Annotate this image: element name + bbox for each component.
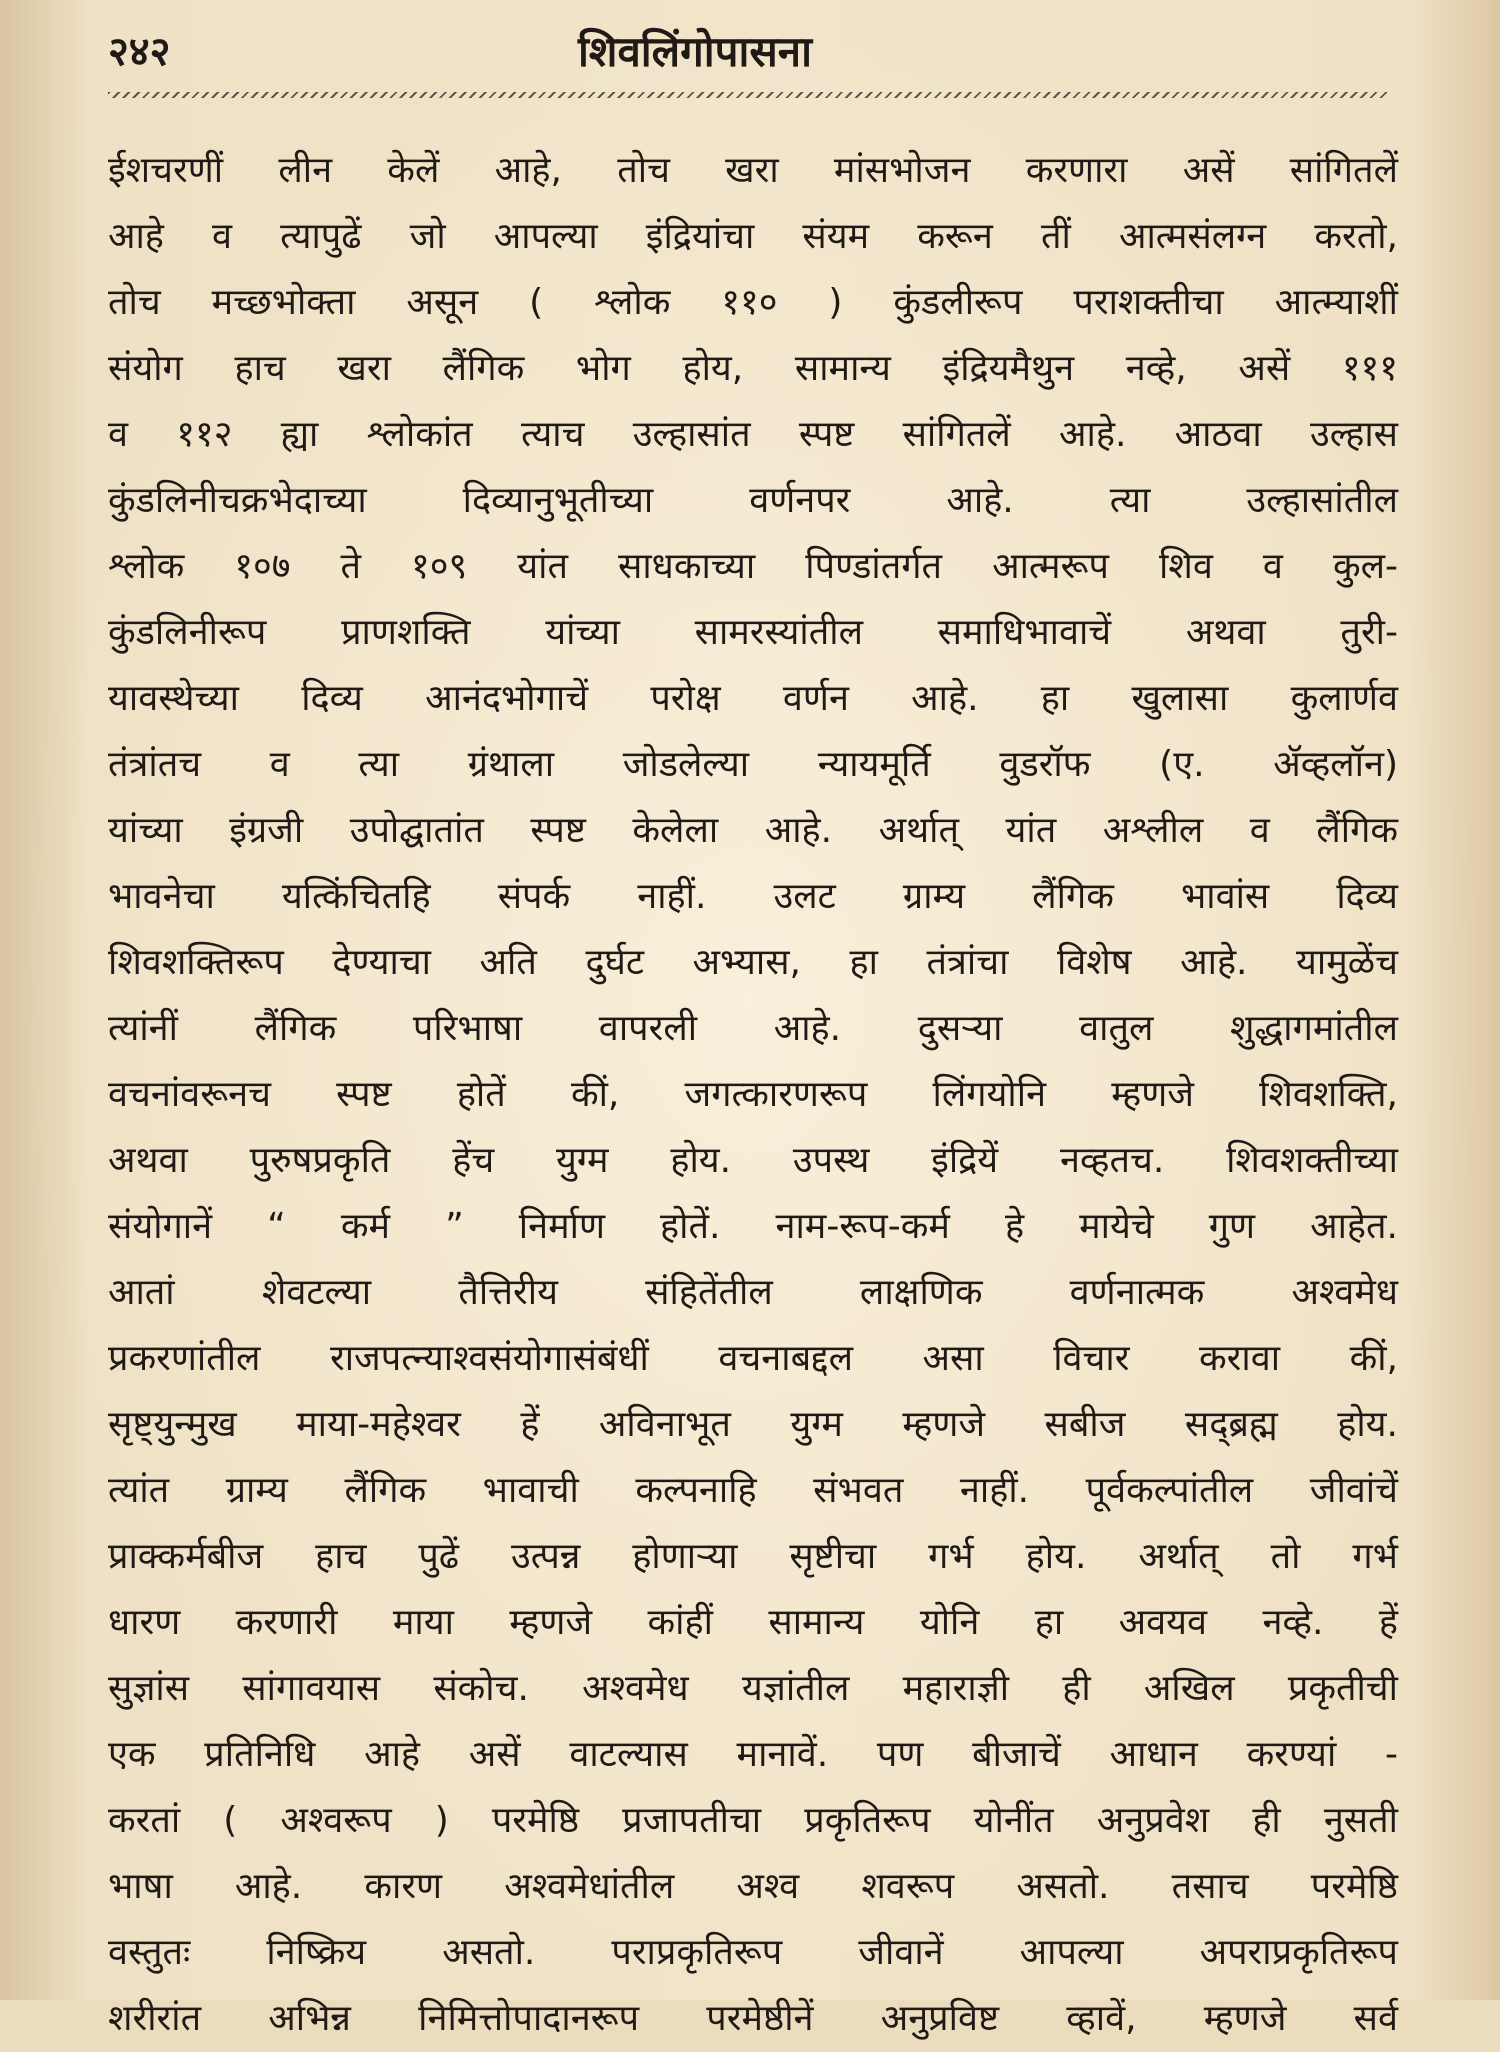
text-line: यावस्थेच्या दिव्य आनंदभोगाचें परोक्ष वर्णन आहे. हा खुलासा कुलार्णव [108,678,1398,719]
text-line: धारण करणारी माया म्हणजे कांहीं सामान्य योनि हा अवयव नव्हे. हें [108,1602,1398,1643]
text-line: श्लोक १०७ ते १०९ यांत साधकाच्या पिण्डांतर्गत आत्मरूप शिव व कुल- [108,546,1398,587]
header-rule [108,92,1388,98]
text-line: वचनांवरूनच स्पष्ट होतें कीं, जगत्कारणरूप लिंगयोनि म्हणजे शिवशक्ति, [108,1074,1398,1115]
text-line: कुंडलिनीरूप प्राणशक्ति यांच्या सामरस्यांतील समाधिभावाचें अथवा तुरी- [108,612,1398,653]
text-line: वस्तुतः निष्क्रिय असतो. पराप्रकृतिरूप जीवानें आपल्या अपराप्रकृतिरूप [108,1932,1398,1973]
text-line: त्यांत ग्राम्य लैंगिक भावाची कल्पनाहि संभवत नाहीं. पूर्वकल्पांतील जीवांचें [108,1470,1398,1511]
text-line: शिवशक्तिरूप देण्याचा अति दुर्घट अभ्यास, हा तंत्रांचा विशेष आहे. यामुळेंच [108,942,1398,983]
text-line: भावनेचा यत्किंचितहि संपर्क नाहीं. उलट ग्राम्य लैंगिक भावांस दिव्य [108,876,1398,917]
text-line: यांच्या इंग्रजी उपोद्घातांत स्पष्ट केलेला आहे. अर्थात् यांत अश्लील व लैंगिक [108,810,1398,851]
text-line: करतां ( अश्वरूप ) परमेष्ठि प्रजापतीचा प्रकृतिरूप योनींत अनुप्रवेश ही नुसती [108,1800,1398,1841]
text-line: ईशचरणीं लीन केलें आहे, तोच खरा मांसभोजन करणारा असें सांगितलें [108,150,1398,191]
page-number: २४२ [108,29,171,75]
text-line: शरीरांत अभिन्न निमित्तोपादानरूप परमेष्ठीनें अनुप्रविष्ट व्हावें, म्हणजे सर्व [108,1998,1398,2039]
text-line: प्रकरणांतील राजपत्न्याश्वसंयोगासंबंधीं वचनाबद्दल असा विचार करावा कीं, [108,1338,1398,1379]
text-line: आतां शेवटल्या तैत्तिरीय संहितेंतील लाक्षणिक वर्णनात्मक अश्वमेध [108,1272,1398,1313]
text-line: सृष्ट्युन्मुख माया-महेश्वर हें अविनाभूत युग्म म्हणजे सबीज सद्ब्रह्म होय. [108,1404,1398,1445]
text-line: संयोगानें “ कर्म ” निर्माण होतें. नाम-रूप-कर्म हे मायेचे गुण आहेत. [108,1206,1398,1247]
text-line: व ११२ ह्या श्लोकांत त्याच उल्हासांत स्पष्ट सांगितलें आहे. आठवा उल्हास [108,414,1398,455]
page-header [108,20,1398,84]
text-line: आहे व त्यापुढें जो आपल्या इंद्रियांचा संयम करून तीं आत्मसंलग्न करतो, [108,216,1398,257]
text-line: भाषा आहे. कारण अश्वमेधांतील अश्व शवरूप असतो. तसाच परमेष्ठि [108,1866,1398,1907]
running-title: शिवलिंगोपासना [578,27,812,76]
text-line: प्राक्कर्मबीज हाच पुढें उत्पन्न होणाऱ्या सृष्टीचा गर्भ होय. अर्थात् तो गर्भ [108,1536,1398,1577]
text-line: अथवा पुरुषप्रकृति हेंच युग्म होय. उपस्थ इंद्रियें नव्हतच. शिवशक्तीच्या [108,1140,1398,1181]
text-line: तोच मच्छभोक्ता असून ( श्लोक ११० ) कुंडलीरूप पराशक्तीचा आत्म्याशीं [108,282,1398,323]
text-line: सुज्ञांस सांगावयास संकोच. अश्वमेध यज्ञांतील महाराज्ञी ही अखिल प्रकृतीची [108,1668,1398,1709]
text-line: तंत्रांतच व त्या ग्रंथाला जोडलेल्या न्यायमूर्ति वुडरॉफ (ए. ॲव्हलॉन) [108,744,1398,785]
body-text [108,138,1398,2052]
text-line: एक प्रतिनिधि आहे असें वाटल्यास मानावें. पण बीजाचें आधान करण्यां - [108,1734,1398,1775]
text-line: कुंडलिनीचक्रभेदाच्या दिव्यानुभूतीच्या वर्णनपर आहे. त्या उल्हासांतील [108,480,1398,521]
text-line: संयोग हाच खरा लैंगिक भोग होय, सामान्य इंद्रियमैथुन नव्हे, असें १११ [108,348,1399,389]
text-line: त्यांनीं लैंगिक परिभाषा वापरली आहे. दुसऱ्या वातुल शुद्धागमांतील [108,1008,1398,1049]
